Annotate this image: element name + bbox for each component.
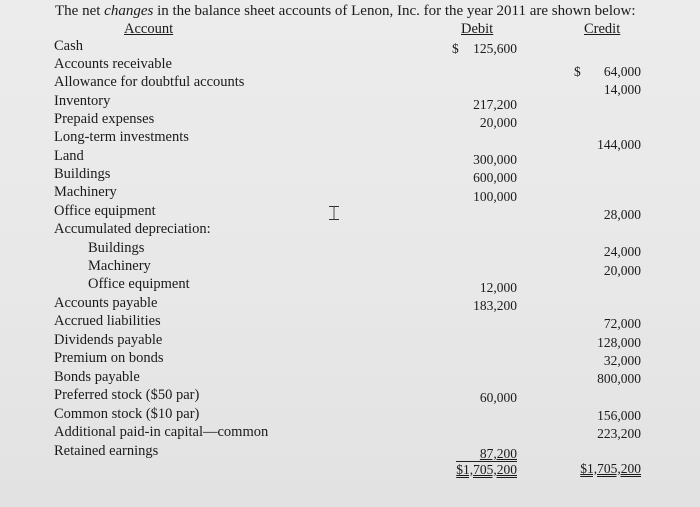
account-label: Accounts payable [54,295,158,311]
debit-value: 60,000 [479,390,517,405]
account-label: Buildings [54,166,111,182]
credit-value: 24,000 [603,244,641,259]
account-label: Long-term investments [54,129,189,145]
debit-dollar-sign: $ [452,41,459,56]
debit-value: 217,200 [473,97,517,112]
account-label: Cash [54,38,83,54]
credit-value: 20,000 [603,263,641,278]
account-label: Inventory [54,93,111,109]
debit-value: 125,600 [473,41,517,56]
credit-value: 64,000 [603,64,641,79]
account-label: Preferred stock ($50 par) [54,387,200,403]
account-label: Accrued liabilities [54,313,161,329]
debit-value: 600,000 [473,170,517,185]
credit-value: 144,000 [597,137,641,152]
credit-value: 223,200 [597,426,641,441]
account-label: Common stock ($10 par) [54,406,200,422]
account-label: Accumulated depreciation: [54,221,211,237]
credit-dollar-sign: $ [574,64,581,79]
account-label: Buildings [88,240,145,256]
account-label: Land [54,148,84,164]
credit-value: 32,000 [603,353,641,368]
account-label: Machinery [88,258,151,274]
account-label: Bonds payable [54,369,140,385]
account-label: Prepaid expenses [54,111,155,127]
credit-value: 128,000 [597,335,641,350]
header-credit: Credit [584,21,621,37]
credit-value: 14,000 [603,82,641,97]
credit-total: $1,705,200 [580,461,641,476]
header-account: Account [124,21,174,37]
account-label: Additional paid-in capital—common [54,424,269,440]
debit-value: 87,200 [479,446,517,461]
debit-total: $1,705,200 [456,462,517,477]
credit-value: 72,000 [603,316,641,331]
account-label: Dividends payable [54,332,163,348]
credit-value: 800,000 [597,371,641,386]
account-label: Allowance for doubtful accounts [54,74,245,90]
debit-value: 183,200 [473,298,517,313]
account-label: Office equipment [54,203,156,219]
debit-value: 300,000 [473,152,517,167]
debit-value: 12,000 [479,280,517,295]
account-label: Office equipment [88,276,190,292]
text-cursor-icon: ⌶ [328,203,340,225]
debit-value: 100,000 [473,189,517,204]
credit-value: 28,000 [603,207,641,222]
debit-value: 20,000 [479,115,517,130]
account-label: Accounts receivable [54,56,172,72]
account-label: Machinery [54,184,117,200]
problem-title: The net changes in the balance sheet accounts of Lenon, Inc. for the year 2011 are shown below: [55,3,636,19]
header-debit: Debit [461,21,494,37]
credit-value: 156,000 [597,408,641,423]
account-label: Retained earnings [54,443,159,459]
account-label: Premium on bonds [54,350,164,366]
